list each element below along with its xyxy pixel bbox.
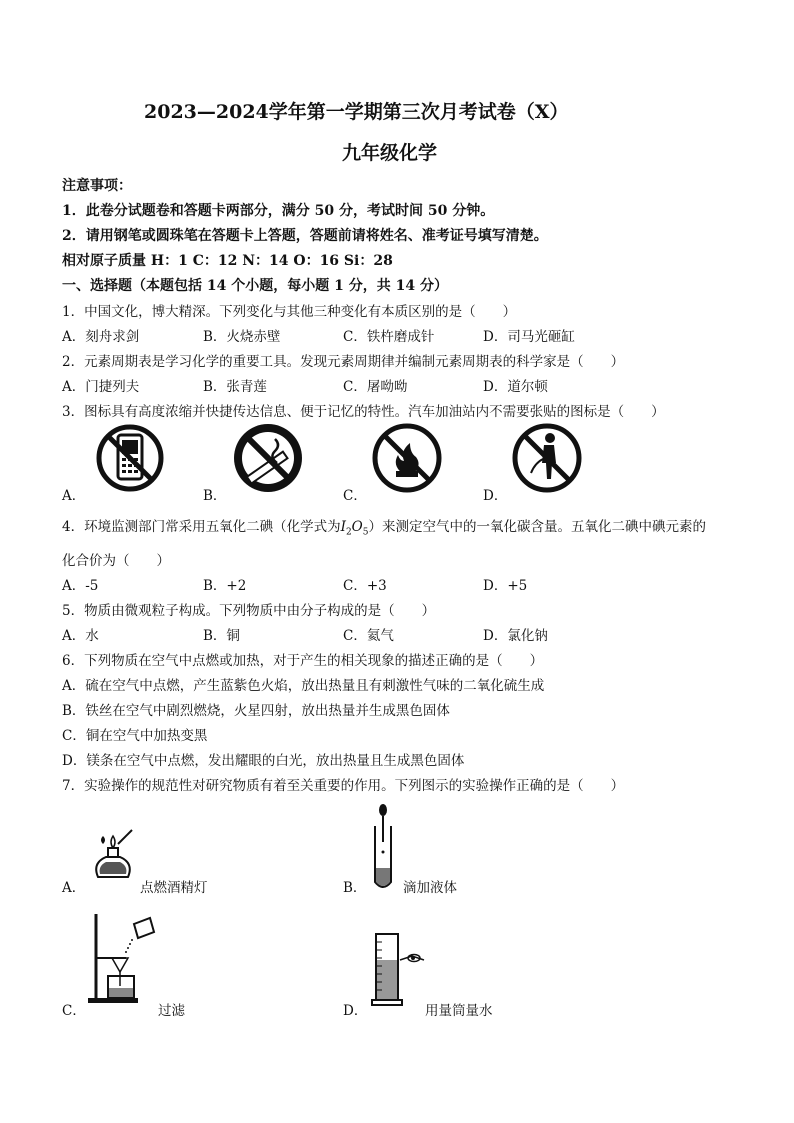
atomic-mass-line: 相对原子质量 H：1 C：12 N：14 O：16 Si：28 [62,253,393,269]
question-6-stem: 6．下列物质在空气中点燃或加热，对于产生的相关现象的描述正确的是（ ） [62,653,544,669]
question-7-caption-d: 用量筒量水 [425,1003,493,1019]
exam-title: 2023—2024学年第一学期第三次月考试卷（X） [144,101,569,123]
question-4-stem-continued: 化合价为（ ） [62,553,170,569]
question-4-option-b: B．+2 [203,578,247,594]
exam-subtitle: 九年级化学 [342,142,438,164]
notes-heading: 注意事项： [62,178,132,194]
question-6-option-c: C．铜在空气中加热变黑 [62,728,208,744]
question-3-option-c: C． [343,488,367,504]
question-2-option-d: D．道尔顿 [483,379,548,395]
question-1-option-a: A．刻舟求剑 [62,329,140,345]
no-urinating-icon [510,421,584,495]
question-7-stem: 7．实验操作的规范性对研究物质有着至关重要的作用。下列图示的实验操作正确的是（ ） [62,778,625,794]
question-2-option-b: B．张青莲 [203,379,267,395]
question-1-option-d: D．司马光砸缸 [483,329,575,345]
question-3-option-d: D． [483,488,508,504]
question-4-option-d: D．+5 [483,578,528,594]
question-6-option-b: B．铁丝在空气中剧烈燃烧，火星四射，放出热量并生成黑色固体 [62,703,450,719]
question-5-stem: 5．物质由微观粒子构成。下列物质中由分子构成的是（ ） [62,603,436,619]
no-smoking-icon [231,421,305,495]
question-3-option-a: A． [62,488,86,504]
notes-line-1: 1．此卷分试题卷和答题卡两部分，满分 50 分，考试时间 50 分钟。 [62,203,495,219]
question-1-stem: 1．中国文化，博大精深。下列变化与其他三种变化有本质区别的是（ ） [62,304,517,320]
filtration-setup-icon [86,910,160,1006]
question-7-option-a: A． [62,880,86,896]
question-3-stem: 3．图标具有高度浓缩并快捷传达信息、便于记忆的特性。汽车加油站内不需要张贴的图标是（ ） [62,404,665,420]
question-7-caption-b: 滴加液体 [403,880,457,896]
question-7-option-c: C． [62,1003,86,1019]
question-3-option-b: B． [203,488,227,504]
question-6-option-d: D．镁条在空气中点燃，发出耀眼的白光，放出热量且生成黑色固体 [62,753,465,769]
formula [340,519,369,538]
question-2-option-a: A．门捷列夫 [62,379,140,395]
question-7-caption-c: 过滤 [158,1003,185,1019]
formula-oxygen-subscript: 5 [362,527,369,538]
question-5-option-b: B．铜 [203,628,240,644]
question-7-caption-a: 点燃酒精灯 [140,880,208,896]
no-fire-icon [370,421,444,495]
question-5-option-d: D．氯化钠 [483,628,548,644]
question-7-option-b: B． [343,880,367,896]
formula-oxygen: O [351,519,363,535]
formula-iodine-subscript: 2 [345,527,352,538]
question-5-option-a: A．水 [62,628,99,644]
question-4-option-a: A．-5 [62,578,99,594]
question-4-stem [62,515,706,538]
formula-iodine: I [340,519,346,535]
question-7-option-d: D． [343,1003,368,1019]
question-1-option-c: C．铁杵磨成针 [343,329,435,345]
no-phone-icon [95,423,165,493]
graduated-cylinder-icon [370,930,426,1008]
question-5-option-c: C．氦气 [343,628,394,644]
question-1-option-b: B．火烧赤壁 [203,329,281,345]
notes-line-2: 2．请用钢笔或圆珠笔在答题卡上答题，答题前请将姓名、准考证号填写清楚。 [62,228,548,244]
dropper-test-tube-icon [368,802,398,890]
question-2-option-c: C．屠呦呦 [343,379,408,395]
question-6-option-a: A．硫在空气中点燃，产生蓝紫色火焰，放出热量且有刺激性气味的二氧化硫生成 [62,678,545,694]
question-4-stem-part-b: ）来测定空气中的一氧化碳含量。五氧化二碘中碘元素的 [368,519,706,535]
alcohol-lamp-icon [88,822,138,888]
section-heading: 一、选择题（本题包括 14 个小题，每小题 1 分，共 14 分） [62,278,448,294]
question-2-stem: 2．元素周期表是学习化学的重要工具。发现元素周期律并编制元素周期表的科学家是（ ） [62,354,625,370]
question-4-option-c: C．+3 [343,578,387,594]
question-4-stem-part-a: 4．环境监测部门常采用五氧化二碘（化学式为 [62,519,341,535]
